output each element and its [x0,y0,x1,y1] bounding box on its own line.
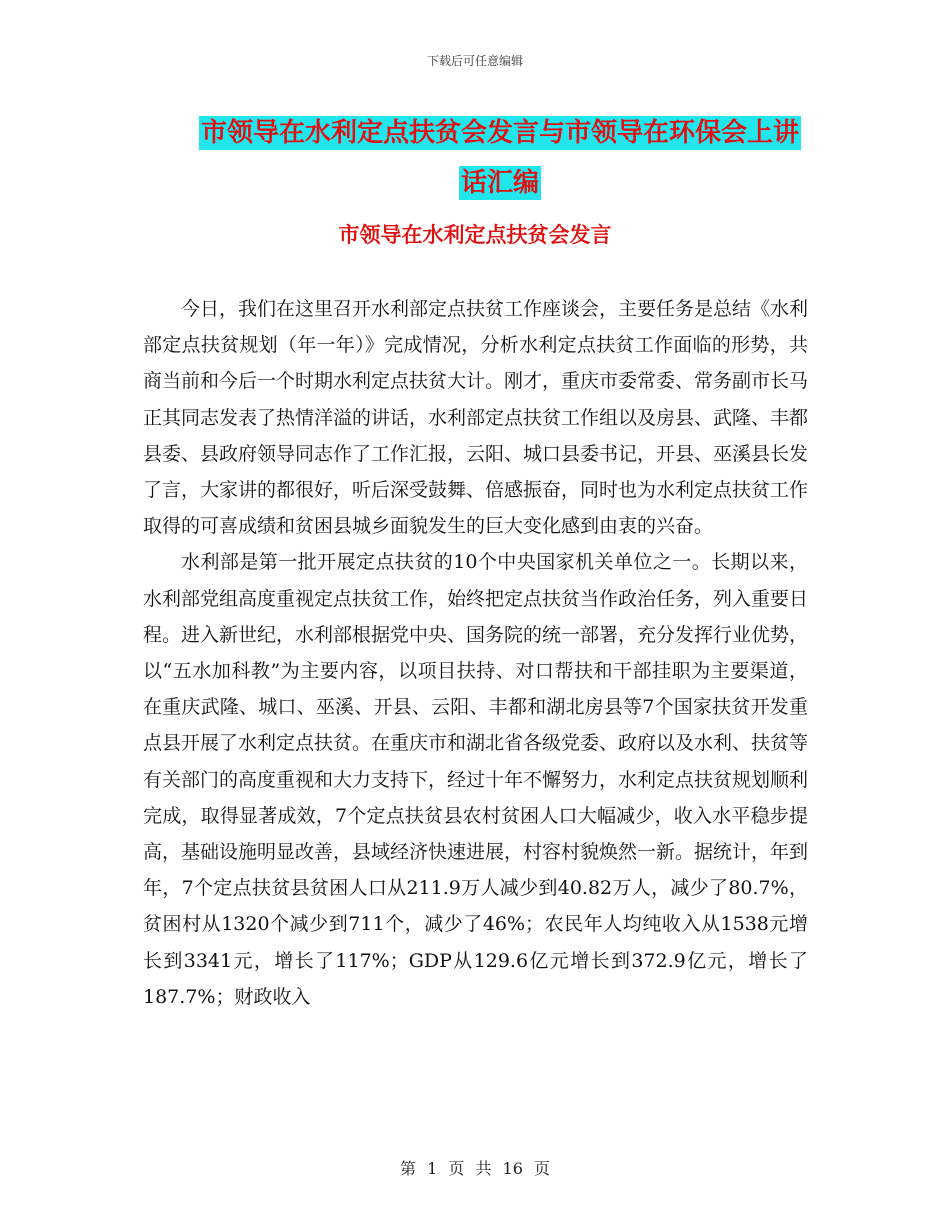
paragraph-2: 水利部是第一批开展定点扶贫的10个中央国家机关单位之一。长期以来，水利部党组高度重视定点扶贫工作，始终把定点扶贫当作政治任务，列入重要日程。进入新世纪，水利部根据党中央、国务院的统一部署，充分发挥行业优势，以“五水加科教”为主要内容，以项目扶持、对口帮扶和干部挂职为主要渠道，在重庆武隆、城口、巫溪、开县、云阳、丰都和湖北房县等7个国家扶贫开发重点县开展了水利定点扶贫。在重庆市和湖北省各级党委、政府以及水利、扶贫等有关部门的高度重视和大力支持下，经过十年不懈努力，水利定点扶贫规划顺利完成，取得显著成效，7个定点扶贫县农村贫困人口大幅减少，收入水平稳步提高，基础设施明显改善，县域经济快速进展，村容村貌焕然一新。据统计，年到年，7个定点扶贫县贫困人口从211.9万人减少到40.82万人，减少了80.7%，贫困村从1320个减少到711个，减少了46%；农民年人均纯收入从1538元增长到3341元，增长了117%；GDP从129.6亿元增长到372.9亿元，增长了187.7%；财政收入 [143,551,809,1008]
document-body [143,291,808,1015]
section-title: 市领导在水利定点扶贫会发言 [338,223,612,247]
main-title-line-2: 话汇编 [460,168,539,198]
page-footer: 第 1 页 共 16 页 [400,1159,550,1178]
main-title-line-1: 市领导在水利定点扶贫会发言与市领导在环保会上讲 [200,118,799,148]
paragraph-1: 今日，我们在这里召开水利部定点扶贫工作座谈会，主要任务是总结《水利部定点扶贫规划（年一年）》完成情况，分析水利定点扶贫工作面临的形势，共商当前和今后一个时期水利定点扶贫大计。刚才，重庆市委常委、常务副市长马正其同志发表了热情洋溢的讲话，水利部定点扶贫工作组以及房县、武隆、丰都县委、县政府领导同志作了工作汇报，云阳、城口县委书记，开县、巫溪县长发了言，大家讲的都很好，听后深受鼓舞、倍感振奋，同时也为水利定点扶贫工作取得的可喜成绩和贫困县城乡面貌发生的巨大变化感到由衷的兴奋。 [143,298,809,538]
document-main-title [150,108,850,208]
header-note: 下载后可任意编辑 [426,54,523,68]
